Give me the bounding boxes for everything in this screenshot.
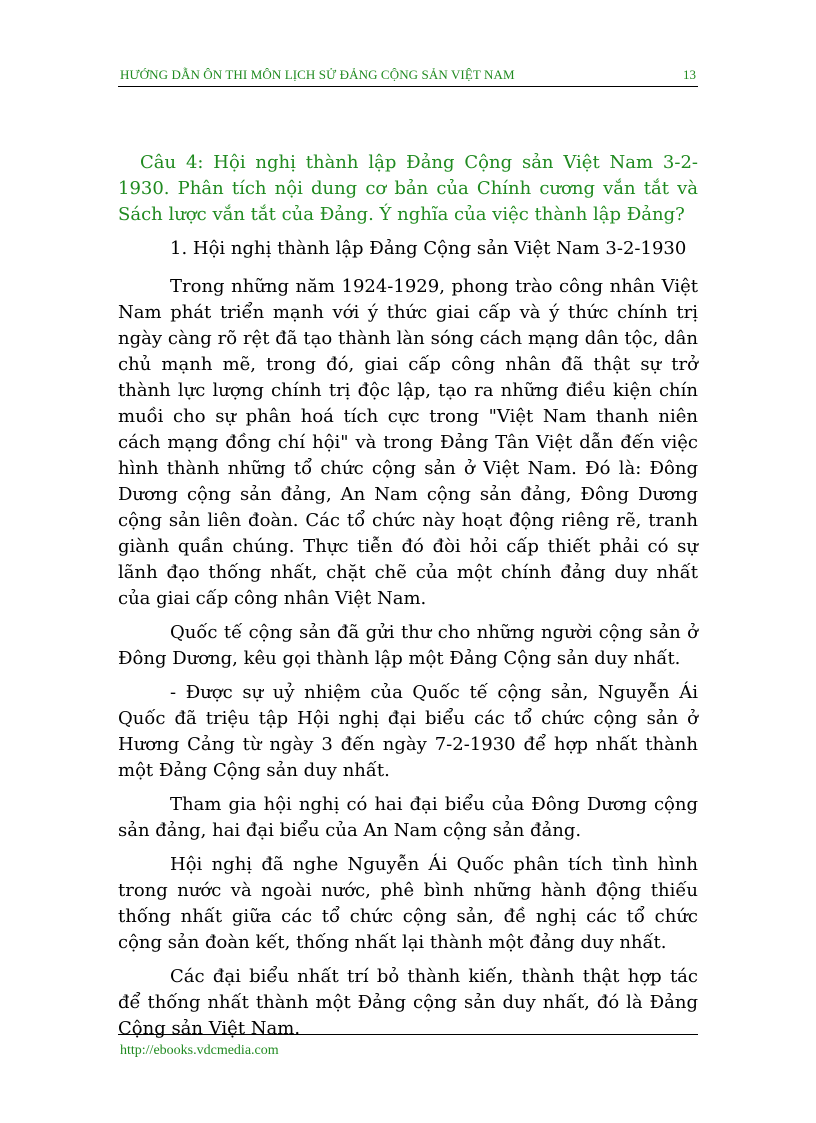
footer-link[interactable]: http://ebooks.vdcmedia.com [120,1043,279,1058]
paragraph: Hội nghị đã nghe Nguyễn Ái Quốc phân tích tình hình trong nước và ngoài nước, phê bình những hành động thiếu thống nhất giữa các tổ chức cộng sản, đề nghị các tổ chức cộng sản đoàn kết, thống nhất lại thành một đảng duy nhất. [118,854,698,953]
section-heading: 1. Hội nghị thành lập Đảng Cộng sản Việt Nam 3-2-1930 [170,238,687,259]
paragraph: Quốc tế cộng sản đã gửi thư cho những người cộng sản ở Đông Dương, kêu gọi thành lập một Đảng Cộng sản duy nhất. [118,622,698,669]
page-header [118,62,698,87]
header-title: HƯỚNG DẪN ÔN THI MÔN LỊCH SỬ ĐẢNG CỘNG SẢN VIỆT NAM [120,67,515,82]
document-body [118,150,698,1050]
paragraph: Trong những năm 1924-1929, phong trào công nhân Việt Nam phát triển mạnh với ý thức giai cấp và ý thức chính trị ngày càng rõ rệt đã tạo thành làn sóng cách mạng dân tộc, dân chủ mạnh mẽ, trong đó, giai cấp công nhân đã thật sự trở thành lực lượng chính trị độc lập, tạo ra những điều kiện chín muồi cho sự phân hoá tích cực trong "Việt Nam thanh niên cách mạng đồng chí hội" và trong Đảng Tân Việt dẫn đến việc hình thành những tổ chức cộng sản ở Việt Nam. Đó là: Đông Dương cộng sản đảng, An Nam cộng sản đảng, Đông Dương cộng sản liên đoàn. Các tổ chức này hoạt động riêng rẽ, tranh giành quần chúng. Thực tiễn đó đòi hỏi cấp thiết phải có sự lãnh đạo thống nhất, chặt chẽ của một chính đảng duy nhất của giai cấp công nhân Việt Nam. [118,276,698,609]
paragraph: - Được sự uỷ nhiệm của Quốc tế cộng sản, Nguyễn Ái Quốc đã triệu tập Hội nghị đại biểu các tổ chức cộng sản ở Hương Cảng từ ngày 3 đến ngày 7-2-1930 để hợp nhất thành một Đảng Cộng sản duy nhất. [118,682,698,781]
page-number: 13 [683,67,696,82]
paragraph: Các đại biểu nhất trí bỏ thành kiến, thành thật hợp tác để thống nhất thành một Đảng cộng sản duy nhất, đó là Đảng Cộng sản Việt Nam. [118,966,698,1039]
page-footer [118,1034,698,1058]
question-heading: Câu 4: Hội nghị thành lập Đảng Cộng sản Việt Nam 3-2-1930. Phân tích nội dung cơ bản của Chính cương vắn tắt và Sách lược vắn tắt của Đảng. Ý nghĩa của việc thành lập Đảng? [118,152,698,225]
paragraph: Tham gia hội nghị có hai đại biểu của Đông Dương cộng sản đảng, hai đại biểu của An Nam cộng sản đảng. [118,794,698,841]
